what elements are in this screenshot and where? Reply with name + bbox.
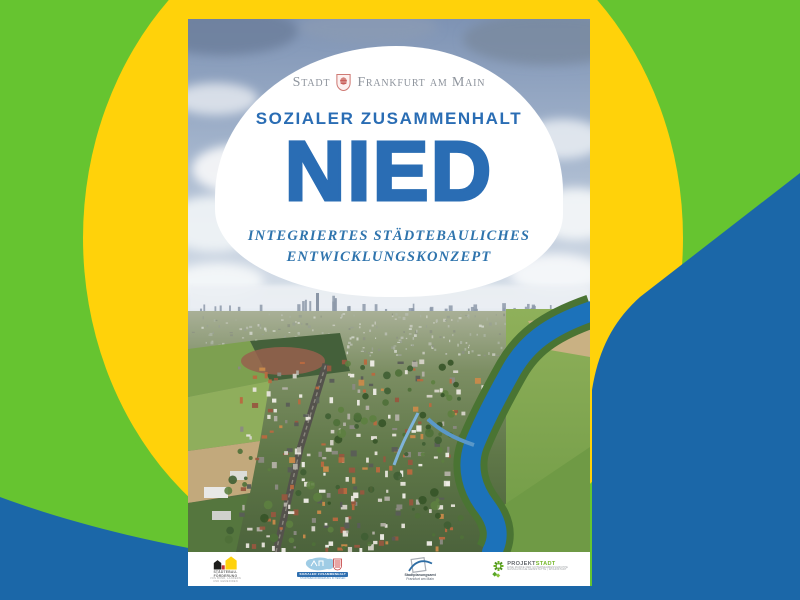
logo-stadtplanungsamt <box>404 556 435 582</box>
subtitle-line-2: ENTWICKLUNGSKONZEPT <box>286 249 492 266</box>
logo-subtext: UND GEMEINDEN <box>213 580 238 584</box>
hessen-lion-icon <box>333 559 341 570</box>
logo-ribbon-text: SOZIALER ZUSAMMENHALT <box>297 572 349 577</box>
subtitle-line-1: INTEGRIERTES STÄDTEBAULICHES <box>247 227 531 244</box>
logo-brand-green: STADT <box>535 560 556 567</box>
stadtplanungsamt-icon <box>407 556 433 574</box>
program-label: SOZIALER ZUSAMMENHALT <box>255 109 523 128</box>
logo-text: Stadtplanungsamt <box>404 573 436 578</box>
logo-subtext: EINE MARKE DER UNTERNEHMENSGRUPPE <box>507 565 568 569</box>
city-logo-prefix: Stadt <box>292 74 331 90</box>
cover-subtitle <box>248 226 530 270</box>
logo-projektstadt <box>492 561 568 578</box>
logo-text: Frankfurt am Main <box>406 577 434 582</box>
hessen-splash-icon <box>302 557 344 572</box>
photo-red-roof-district <box>241 347 325 375</box>
logo-staedtebaufoerderung <box>210 554 241 584</box>
logo-subtext: STÄDTEBAUFÖRDERUNG IN HESSEN <box>300 577 346 581</box>
staedtebaufoerderung-icon <box>211 554 239 571</box>
logo-hessen-programm <box>297 557 349 581</box>
cover-title: NIED <box>284 124 494 218</box>
city-logo <box>293 73 486 92</box>
projektstadt-pinwheel-icon <box>492 561 505 578</box>
frankfurt-crest-icon <box>335 73 352 92</box>
city-logo-suffix: Frankfurt am Main <box>357 74 486 90</box>
projektstadt-text <box>507 561 568 573</box>
logo-text: FÖRDERUNG <box>213 573 238 578</box>
logo-subtext: NASSAUISCHE HEIMSTÄTTE | WOHNSTADT <box>507 568 567 572</box>
report-cover-page <box>188 19 590 586</box>
footer-logo-strip <box>188 552 590 586</box>
logo-brand-dark: PROJEKT <box>507 560 536 567</box>
logo-text: STÄDTEBAU- <box>213 569 238 574</box>
logo-subtext: VON BUND, LÄNDERN <box>210 577 241 581</box>
